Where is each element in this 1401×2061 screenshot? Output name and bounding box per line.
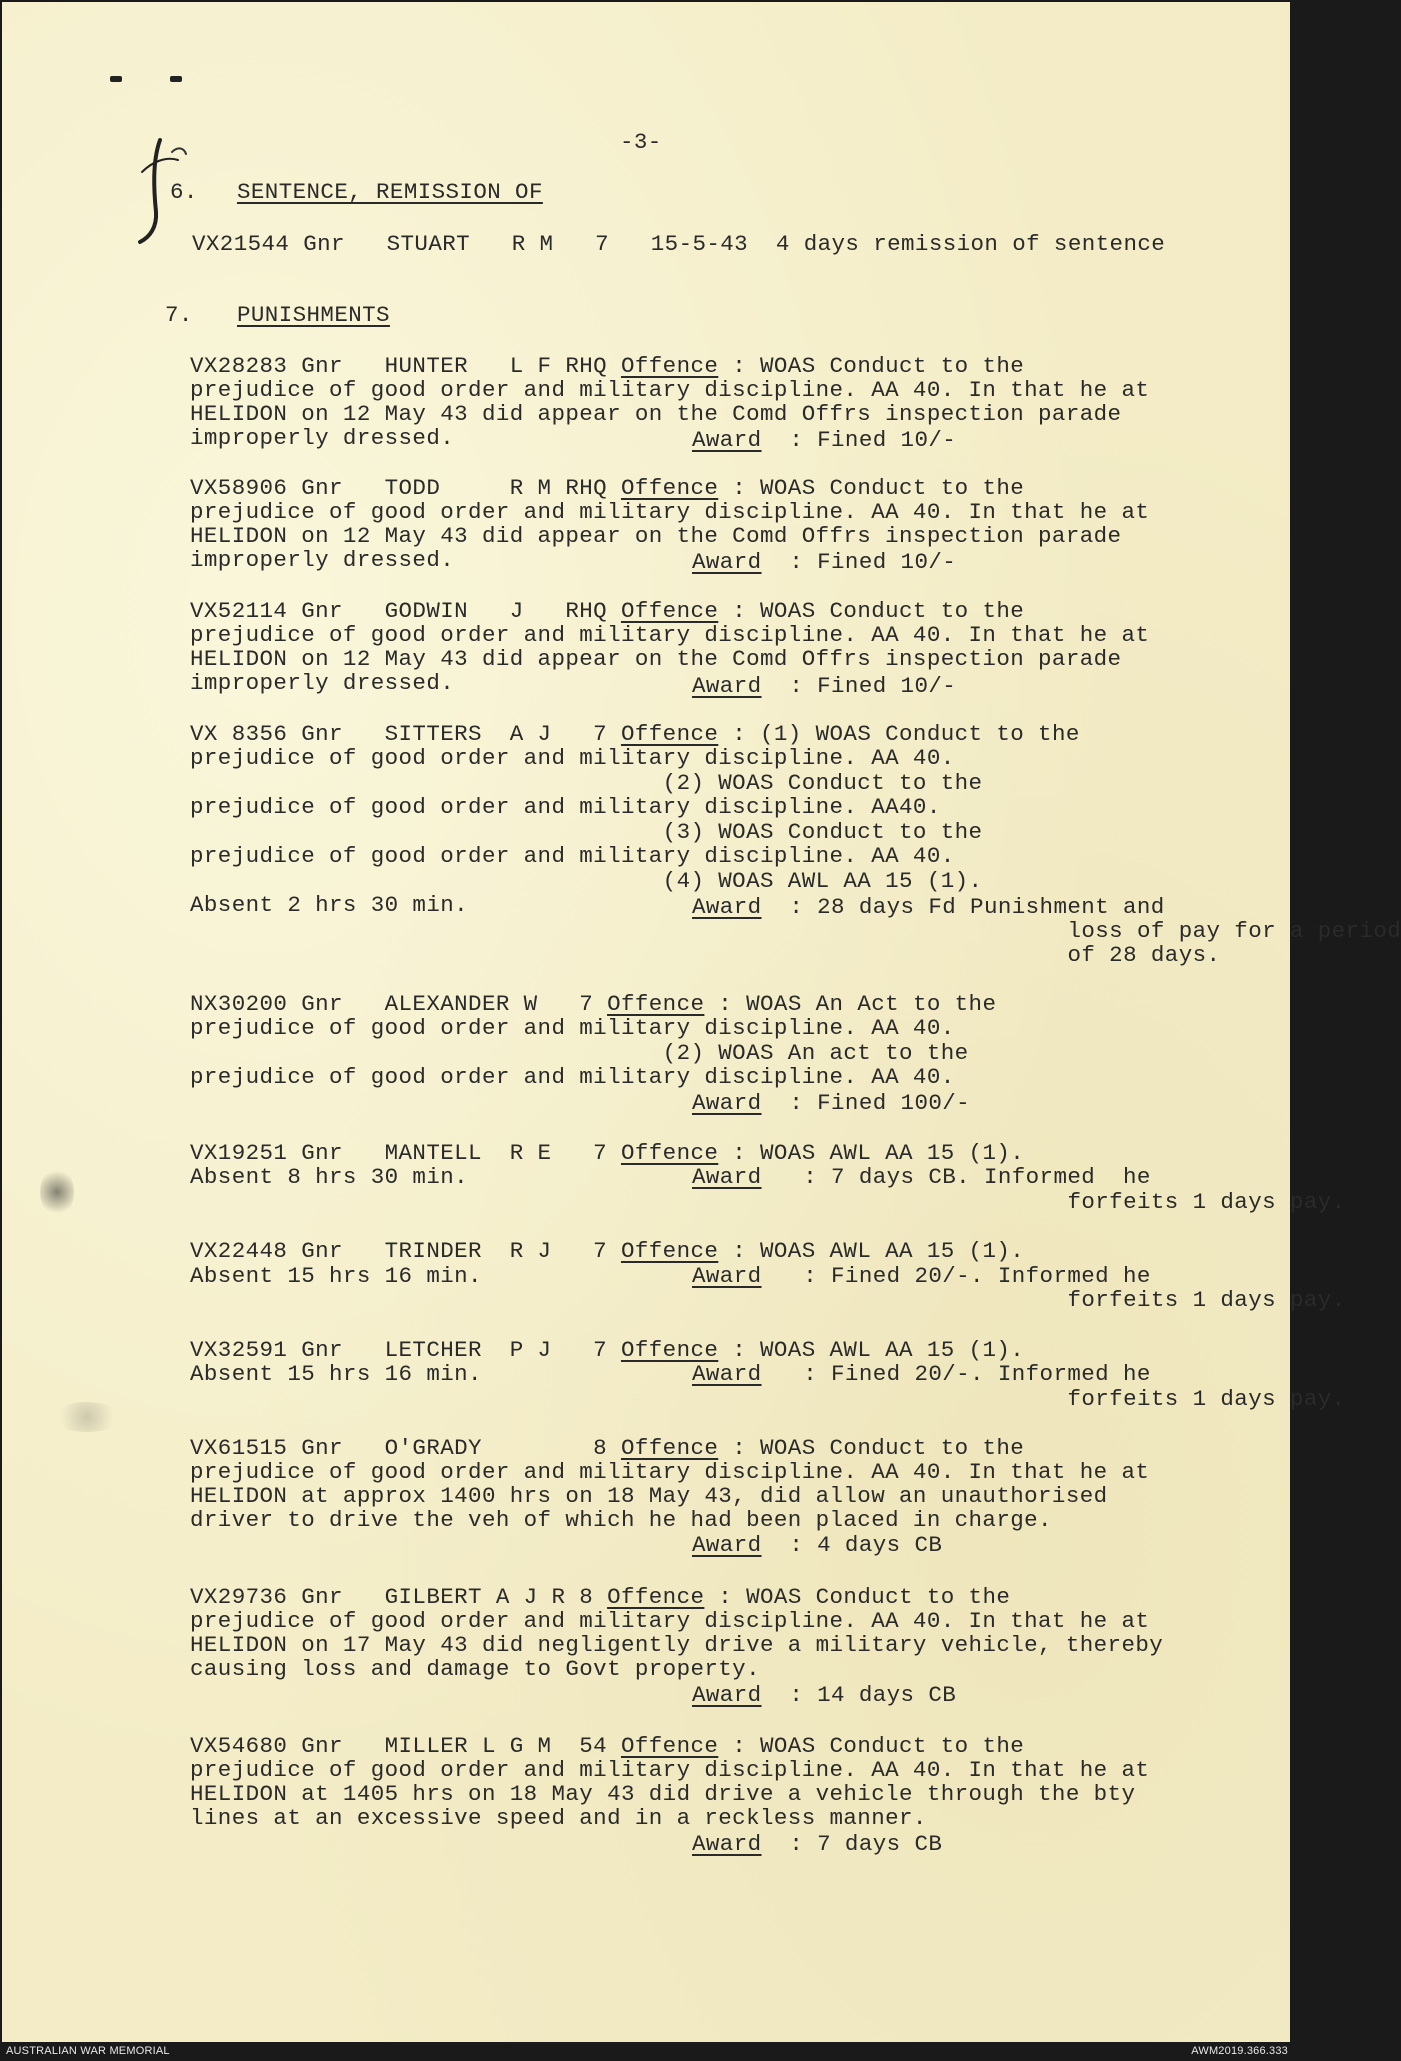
footer-institution: AUSTRALIAN WAR MEMORIAL: [6, 2045, 170, 2057]
page-number: -3-: [620, 129, 662, 155]
offence-label: Offence: [607, 1584, 705, 1610]
document-page: [2, 2, 1401, 2042]
entry-line: loss of pay for a period: [567, 918, 1401, 944]
entry-line: prejudice of good order and military discipline. AA 40.: [190, 843, 955, 869]
entry-line: lines at an excessive speed and in a reckless manner.: [190, 1805, 927, 1831]
entry-line: prejudice of good order and military discipline. AA 40. In that he at: [190, 622, 1150, 648]
award-label: Award: [692, 1090, 762, 1116]
entry-line: VX54680 Gnr MILLER L G M 54 Offence : WOAS Conduct to the: [190, 1733, 1025, 1759]
offence-label: Offence: [620, 1140, 719, 1166]
offence-label: Offence: [620, 1435, 719, 1461]
offence-label: Offence: [620, 475, 719, 501]
entry-line: prejudice of good order and military discipline. AA 40. In that he at: [190, 1757, 1150, 1783]
punch-hole: [170, 76, 182, 82]
award-line: Award : Fined 10/-: [692, 427, 957, 453]
offence-label: Offence: [620, 1337, 719, 1363]
punch-hole: [110, 76, 122, 82]
award-line: Award : 7 days CB: [692, 1831, 943, 1857]
entry-line: (3) WOAS Conduct to the: [190, 819, 983, 845]
award-label: Award: [692, 1263, 762, 1289]
entry-line: forfeits 1 days pay.: [567, 1386, 1346, 1412]
entry-line: causing loss and damage to Govt property.: [190, 1656, 760, 1682]
item7-title: PUNISHMENTS: [237, 302, 390, 328]
item6-number: 6.: [170, 179, 198, 205]
offence-label: Offence: [620, 1238, 719, 1264]
entry-line: (2) WOAS An act to the: [190, 1040, 969, 1066]
award-line: Award : 4 days CB: [692, 1532, 943, 1558]
entry-line: VX32591 Gnr LETCHER P J 7 Offence : WOAS AWL AA 15 (1).: [190, 1337, 1025, 1363]
entry-line: forfeits 1 days pay.: [567, 1189, 1346, 1215]
entry-line: (2) WOAS Conduct to the: [190, 770, 983, 796]
entry-line: forfeits 1 days pay.: [567, 1287, 1346, 1313]
entry-line: VX28283 Gnr HUNTER L F RHQ Offence : WOAS Conduct to the: [190, 353, 1025, 379]
award-line: Award : Fined 20/-. Informed he: [692, 1263, 1151, 1289]
entry-line: VX 8356 Gnr SITTERS A J 7 Offence : (1) WOAS Conduct to the: [190, 721, 1080, 747]
entry-line: Absent 8 hrs 30 min.: [190, 1164, 469, 1190]
entry-line: improperly dressed.: [190, 547, 455, 573]
item7-number: 7.: [165, 302, 193, 328]
entry-line: (4) WOAS AWL AA 15 (1).: [190, 868, 983, 894]
entry-line: VX29736 Gnr GILBERT A J R 8 Offence : WOAS Conduct to the: [190, 1584, 1011, 1610]
award-line: Award : Fined 100/-: [692, 1090, 971, 1116]
entry-line: VX19251 Gnr MANTELL R E 7 Offence : WOAS AWL AA 15 (1).: [190, 1140, 1025, 1166]
entry-line: of 28 days.: [567, 942, 1221, 968]
item6-line: VX21544 Gnr STUART R M 7 15-5-43 4 days remission of sentence: [192, 231, 1166, 257]
entry-line: VX58906 Gnr TODD R M RHQ Offence : WOAS Conduct to the: [190, 475, 1025, 501]
award-line: Award : Fined 20/-. Informed he: [692, 1361, 1151, 1387]
ink-smudge: [52, 1402, 122, 1432]
entry-line: prejudice of good order and military discipline. AA 40. In that he at: [190, 1608, 1150, 1634]
entry-line: HELIDON on 12 May 43 did appear on the Comd Offrs inspection parade: [190, 401, 1122, 427]
entry-line: VX52114 Gnr GODWIN J RHQ Offence : WOAS Conduct to the: [190, 598, 1025, 624]
award-line: Award : 7 days CB. Informed he: [692, 1164, 1151, 1190]
entry-line: HELIDON on 12 May 43 did appear on the Comd Offrs inspection parade: [190, 646, 1122, 672]
entry-line: prejudice of good order and military discipline. AA 40. In that he at: [190, 499, 1150, 525]
award-label: Award: [692, 1361, 762, 1387]
entry-line: improperly dressed.: [190, 425, 455, 451]
award-label: Award: [692, 427, 762, 453]
entry-line: HELIDON on 17 May 43 did negligently drive a military vehicle, thereby: [190, 1632, 1164, 1658]
entry-line: improperly dressed.: [190, 670, 455, 696]
entry-line: HELIDON at approx 1400 hrs on 18 May 43, did allow an unauthorised: [190, 1483, 1108, 1509]
entry-line: prejudice of good order and military discipline. AA 40.: [190, 745, 955, 771]
award-line: Award : Fined 10/-: [692, 549, 957, 575]
entry-line: prejudice of good order and military discipline. AA 40.: [190, 1015, 955, 1041]
entry-line: Absent 2 hrs 30 min.: [190, 892, 469, 918]
entry-line: prejudice of good order and military discipline. AA40.: [190, 794, 941, 820]
award-line: Award : 14 days CB: [692, 1682, 957, 1708]
award-label: Award: [692, 894, 762, 920]
offence-label: Offence: [620, 353, 719, 379]
offence-label: Offence: [620, 721, 719, 747]
footer-catalogue-id: AWM2019.366.333: [1191, 2045, 1288, 2057]
award-line: Award : Fined 10/-: [692, 673, 957, 699]
entry-line: Absent 15 hrs 16 min.: [190, 1361, 482, 1387]
entry-line: prejudice of good order and military discipline. AA 40.: [190, 1064, 955, 1090]
entry-line: HELIDON at 1405 hrs on 18 May 43 did drive a vehicle through the bty: [190, 1781, 1136, 1807]
entry-line: driver to drive the veh of which he had been placed in charge.: [190, 1507, 1052, 1533]
entry-line: prejudice of good order and military discipline. AA 40. In that he at: [190, 1459, 1150, 1485]
offence-label: Offence: [607, 991, 705, 1017]
award-label: Award: [692, 1164, 762, 1190]
offence-label: Offence: [620, 1733, 719, 1759]
award-label: Award: [692, 673, 762, 699]
entry-line: VX61515 Gnr O'GRADY 8 Offence : WOAS Conduct to the: [190, 1435, 1025, 1461]
award-label: Award: [692, 1682, 762, 1708]
ink-smudge: [40, 1167, 74, 1217]
entry-line: NX30200 Gnr ALEXANDER W 7 Offence : WOAS An Act to the: [190, 991, 997, 1017]
award-line: Award : 28 days Fd Punishment and: [692, 894, 1165, 920]
entry-line: prejudice of good order and military discipline. AA 40. In that he at: [190, 377, 1150, 403]
entry-line: VX22448 Gnr TRINDER R J 7 Offence : WOAS AWL AA 15 (1).: [190, 1238, 1025, 1264]
item6-title: SENTENCE, REMISSION OF: [237, 179, 543, 205]
award-label: Award: [692, 549, 762, 575]
award-label: Award: [692, 1532, 762, 1558]
entry-line: Absent 15 hrs 16 min.: [190, 1263, 482, 1289]
offence-label: Offence: [620, 598, 719, 624]
entry-line: HELIDON on 12 May 43 did appear on the Comd Offrs inspection parade: [190, 523, 1122, 549]
award-label: Award: [692, 1831, 762, 1857]
